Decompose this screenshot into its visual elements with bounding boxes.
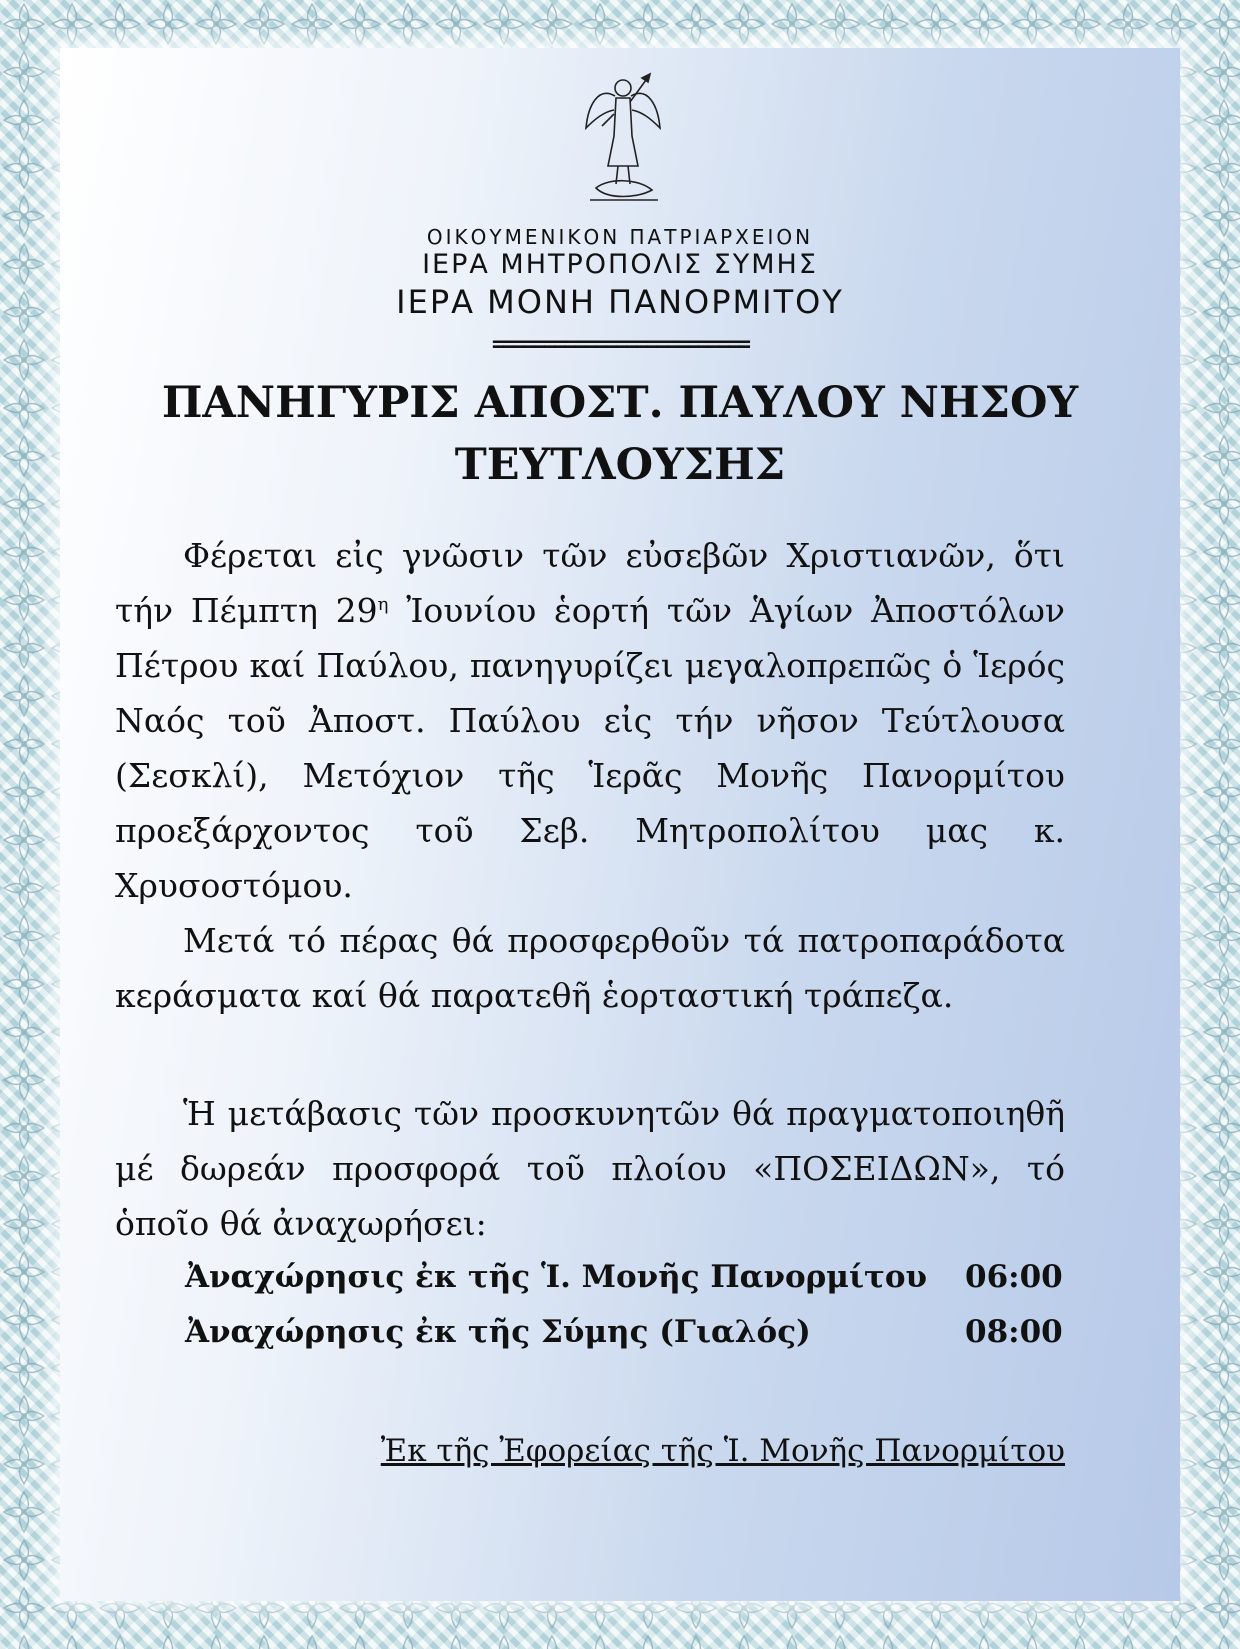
separator-line: ========================= [491, 332, 749, 357]
archangel-emblem-icon [578, 66, 668, 206]
paragraph-1-ordinal: η [377, 594, 389, 615]
schedule-label: Ἀναχώρησις ἐκ τῆς Σύμης (Γιαλός) [185, 1314, 811, 1350]
monastery-header: ΙΕΡΑ ΜΟΝΗ ΠΑΝΟΡΜΙΤΟΥ [396, 283, 844, 321]
schedule-label: Ἀναχώρησις ἐκ τῆς Ἱ. Μονῆς Πανορμίτου [185, 1259, 928, 1295]
title-line-2: ΤΕΥΤΛΟΥΣΗΣ [454, 440, 786, 490]
patriarchate-header: ΟΙΚΟΥΜΕΝΙΚΟΝ ΠΑΤΡΙΑΡΧΕΙΟΝ [426, 225, 814, 249]
paragraph-2: Μετά τό πέρας θά προσφερθοῦν τά πατροπαράδοτα κεράσματα καί θά παρατεθῆ ἑορταστική τράπεζα. [115, 921, 1065, 1015]
metropolis-header: ΙΕΡΑ ΜΗΤΡΟΠΟΛΙΣ ΣΥΜΗΣ [422, 249, 818, 280]
schedule-time: 08:00 [965, 1314, 1063, 1350]
paragraph-3: Ἡ μετάβασις τῶν προσκυνητῶν θά πραγματοποιηθῆ μέ δωρεάν προσφορά τοῦ πλοίου «ΠΟΣΕΙΔΩΝ», τό ὁποῖο θά ἀναχωρήσει: [115, 1094, 1065, 1243]
paragraph-1-text-a: Φέρεται εἰς γνῶσιν τῶν εὐσεβῶν Χριστιανῶν, ὅτι τήν Πέμπτη 29 [115, 536, 1065, 630]
paragraph-1-text-b: Ἰουνίου ἑορτή τῶν Ἁγίων Ἀποστόλων Πέτρου καί Παύλου, πανηγυρίζει μεγαλοπρεπῶς ὁ Ἱερός Ναός τοῦ Ἀποστ. Παύλου εἰς τήν νῆσον Τεύτλουσα (Σεσκλί), Μετόχιον τῆς Ἱερᾶς Μονῆς Πανορμίτου προεξάρχοντος τοῦ Σεβ. Μητροπολίτου μας κ. Χρυσοστόμου. [115, 591, 1065, 905]
paragraph-1 [115, 528, 1065, 913]
title-line-1: ΠΑΝΗΓΥΡΙΣ ΑΠΟΣΤ. ΠΑΥΛΟΥ ΝΗΣΟΥ [161, 378, 1079, 428]
footer-signature: Ἐκ τῆς Ἐφορείας τῆς Ἱ. Μονῆς Πανορμίτου [380, 1433, 1065, 1469]
schedule-time: 06:00 [965, 1259, 1063, 1295]
